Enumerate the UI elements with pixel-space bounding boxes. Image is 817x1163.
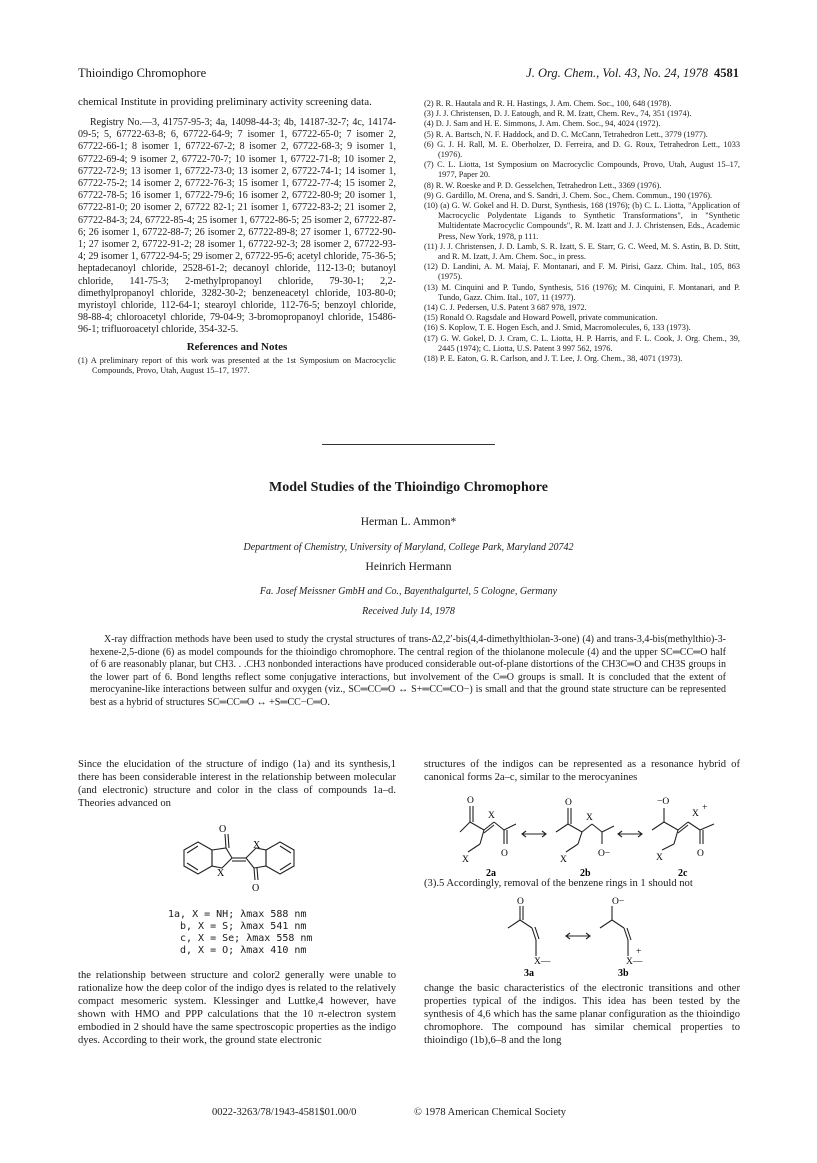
affiliation-2: Fa. Josef Meissner GmbH and Co., Bayenthalgurtel, 5 Cologne, Germany: [259, 586, 558, 597]
reference-item: (15) Ronald O. Ragsdale and Howard Powell, private communication.: [424, 313, 658, 323]
reference-item: (9) G. Gardillo, M. Orena, and S. Sandri, J. Chem. Soc., Chem. Commun., 190 (1976).: [424, 190, 713, 200]
body-right-para2: (3).5 Accordingly, removal of the benzene rings in 1 should not: [424, 878, 693, 889]
running-header-right: [526, 66, 739, 81]
reference-item: (3) J. J. Christensen, D. J. Eatough, and R. M. Izatt, Chem. Rev., 74, 351 (1974).: [424, 109, 692, 119]
indigo-structure: [170, 818, 306, 898]
atom-2b-o-top: O: [565, 798, 572, 808]
page-number: 4581: [714, 66, 739, 80]
scheme-2a-2c: [438, 786, 728, 878]
running-header-left: Thioindigo Chromophore: [78, 66, 207, 80]
formula-line-1a: 1a, X = NH; λmax 588 nm: [168, 909, 307, 920]
label-3b: 3b: [618, 968, 629, 978]
indigo-atom-o-top: O: [219, 824, 227, 835]
atom-3b-plus: +: [636, 947, 642, 957]
reference-1: (1) A preliminary report of this work was presented at the 1st Symposium on Macrocyclic Compounds, Provo, Utah, August 15–17, 1977.: [78, 356, 396, 376]
atom-2c-o-bottom: O: [697, 849, 704, 859]
atom-3a-x: X—: [534, 957, 551, 967]
reference-item: (16) S. Koplow, T. E. Hogen Esch, and J. Smid, Macromolecules, 6, 133 (1973).: [424, 323, 691, 333]
reference-item: (7) C. L. Liotta, 1st Symposium on Macrocyclic Compounds, Provo, Utah, August 15–17, 1977, Paper 20.: [424, 160, 740, 180]
atom-2a-x-lower: X: [462, 855, 469, 865]
body-right-para3: change the basic characteristics of the electronic transitions and other properties typical of the indigos. This idea has been tested by the synthesis of 4,6 which has the same planar configuration as the thioindigo chromophore. The compound has similar chemical properties to thioindigo (1b),6–8 and the long: [424, 983, 740, 1046]
atom-2a-o-top: O: [467, 796, 474, 806]
footer-copyright: © 1978 American Chemical Society: [414, 1107, 567, 1118]
affiliation-1: Department of Chemistry, University of Maryland, College Park, Maryland 20742: [243, 542, 574, 553]
left-top-column: [78, 96, 396, 377]
received-date: Received July 14, 1978: [362, 606, 455, 617]
reference-item: (17) G. W. Gokel, D. J. Cram, C. L. Liotta, H. P. Harris, and F. L. Cook, J. Org. Chem., 39, 2445 (1974); C. Liotta, U.S. Patent 3 997 562, 1976.: [424, 333, 740, 353]
label-2c: 2c: [678, 868, 688, 878]
reference-item: (18) P. E. Eaton, G. R. Carlson, and J. T. Lee, J. Org. Chem., 38, 4071 (1973).: [424, 354, 683, 364]
atom-3a-o: O: [517, 897, 524, 907]
atom-2c-o-minus: −O: [657, 797, 670, 807]
formula-line-1b: b, X = S; λmax 541 nm: [180, 921, 307, 932]
formula-line-1d: d, X = O; λmax 410 nm: [180, 945, 307, 956]
indigo-atom-o-bottom: O: [252, 883, 260, 894]
reference-item: (11) J. J. Christensen, J. D. Lamb, S. R. Izatt, S. E. Starr, G. C. Weed, M. S. Astin, B. D. Stitt, and R. M. Izatt, J. Am. Chem. Soc., in press.: [424, 241, 740, 262]
section-divider: [322, 444, 495, 445]
reference-item: (5) R. A. Bartsch, N. F. Haddock, and D. C. McCann, Tetrahedron Lett., 3779 (1977).: [424, 129, 708, 139]
atom-2c-plus: +: [702, 803, 708, 813]
acknowledgment-text: chemical Institute in providing preliminary activity screening data.: [78, 96, 372, 108]
indigo-atom-x-left: X: [217, 868, 225, 879]
reference-item: (10) (a) G. W. Gokel and H. D. Durst, Synthesis, 168 (1976); (b) C. L. Liotta, "Application of Macrocyclic Polydentate Ligands to Synthetic Transformations", in "Synthetic Multidentate Macrocyclic Compounds", R. M. Izatt and J. J. Christensen, Eds., Academic Press, New York, 1978, p 111.: [424, 201, 740, 241]
reference-item: (4) D. J. Sam and H. E. Simmons, J. Am. Chem. Soc., 94, 4024 (1972).: [424, 119, 661, 129]
abstract: X-ray diffraction methods have been used to study the crystal structures of trans-Δ2,2′-bis(4,4-dimethylthiolan-3-one) (4) and trans-3,4-bis(methylthio)-3-hexene-2,5-dione (6) as model compounds for the thioindigo chromophore. The central region of the thiolanone molecule (4) and the upper SC═CC═O half of 6 are reasonably planar, but CH3. . .CH3 nonbonded interactions have produced considerable out-of-plane distortions of the CH3C═O and CH3S groups in the lower part of 6. Bond lengths reflect some conjugative interactions, but involvement of the C═O groups is small. It is concluded that the extent of merocyanine-like interactions between sulfur and oxygen (viz., SC═CC═O ↔ S+═CC═CO−) is small and that the ground state structure can be represented best as a hybrid of structures SC═CC═O ↔ +S═CC−C═O.: [90, 634, 726, 708]
atom-3b-o-minus: O−: [612, 897, 625, 907]
reference-item: (14) C. J. Pedersen, U.S. Patent 3 687 978, 1972.: [424, 303, 587, 313]
atom-2b-o-minus: O−: [598, 849, 611, 859]
references-list: [424, 99, 740, 364]
author-1: Herman L. Ammon*: [360, 516, 457, 528]
references-heading: References and Notes: [186, 340, 288, 353]
atom-3b-x: X—: [626, 957, 643, 967]
atom-2c-x: X: [692, 809, 699, 819]
article-title: Model Studies of the Thioindigo Chromophore: [269, 480, 548, 495]
label-2a: 2a: [486, 868, 496, 878]
atom-2c-x-lower: X: [656, 853, 663, 863]
reference-item: (2) R. R. Hautala and R. H. Hastings, J. Am. Chem. Soc., 100, 648 (1978).: [424, 99, 672, 108]
body-left-para1: Since the elucidation of the structure of indigo (1a) and its synthesis,1 there has been considerable interest in the relationship between molecular (and electronic) structure and color in the class of compounds 1a–d. Theories advanced on: [78, 759, 396, 809]
reference-item: (8) R. W. Roeske and P. D. Gesselchen, Tetrahedron Lett., 3369 (1976).: [424, 180, 662, 190]
body-right-para1: structures of the indigos can be represented as a resonance hybrid of canonical forms 2a–c, similar to the merocyanines: [424, 759, 740, 783]
atom-2a-x: X: [488, 811, 495, 821]
indigo-substituent-list: [168, 909, 378, 957]
label-3a: 3a: [524, 968, 534, 978]
footer-code: 0022-3263/78/1943-4581$01.00/0: [212, 1107, 357, 1118]
body-left-para2: the relationship between structure and color2 generally were unable to rationalize how the deep color of the indigo dyes is related to the relatively compact mesomeric system. Klessinger and Luttke,4 however, have shown with HMO and PPP calculations that the 10 π-electron system embodied in 2 should have the same spectroscopic properties as the indigo dyes. According to their work, the ground state electronic: [78, 970, 396, 1046]
scheme-3a-3b: [500, 896, 680, 978]
journal-citation: J. Org. Chem., Vol. 43, No. 24, 1978: [526, 66, 708, 80]
atom-2b-x-lower: X: [560, 855, 567, 865]
reference-item: (13) M. Cinquini and P. Tundo, Synthesis, 516 (1976); M. Cinquini, F. Montanari, and P. Tundo, Gazz. Chim. Ital., 107, 11 (1977).: [424, 282, 740, 302]
atom-2b-x: X: [586, 813, 593, 823]
reference-item: (12) D. Landini, A. M. Maiaj, F. Montanari, and F. M. Pirisi, Gazz. Chim. Ital., 105, 863 (1975).: [424, 262, 740, 282]
reference-item: (6) G. J. H. Rall, M. E. Oberholzer, D. Ferreira, and D. G. Roux, Tetrahedron Lett., 1033 (1976).: [424, 139, 740, 160]
label-2b: 2b: [580, 868, 591, 878]
registry-numbers: Registry No.—3, 41757-95-3; 4a, 14098-44-3; 4b, 14187-32-7; 4c, 14174-09-5; 5, 67722-63-8; 6, 67722-64-9; 7 isomer 1, 67722-65-0; 7 isomer 2, 67722-66-1; 8 isomer 1, 67722-67-2; 8 isomer 2, 67722-68-3; 9 isomer 1, 67722-69-4; 9 isomer 2, 67722-70-7; 10 isomer 1, 67722-71-8; 10 isomer 2, 67722-72-9; 13 isomer 1, 67722-73-0; 13 isomer 2, 67722-74-1; 14 isomer 1, 67722-75-2; 14 isomer 2, 67722-76-3; 15 isomer 1, 67722-77-4; 15 isomer 2, 67722-78-5; 16 isomer 1, 67722-79-6; 16 isomer 2, 67722-80-9; 20 isomer 1, 67722-81-0; 20 isomer 2, 67722 82-1; 21 isomer 1, 67722-83-2; 21 isomer 2, 67722-84-3; 24, 67722-85-4; 25 isomer 1, 67722-86-5; 25 isomer 2, 67722-87-6; 26 isomer 1, 67722-88-7; 26 isomer 2, 67722-89-8; 27 isomer 1, 67722-90-1; 27 isomer 2, 67722-91-2; 28 isomer 1, 67722-92-3; 28 isomer 2, 67722-93-4; 29 isomer 1, 67722-94-5; 29 isomer 2, 67722-95-6; acetyl chloride, 75-36-5; heptadecanoyl chloride, 2528-61-2; decanoyl chloride, 112-13-0; butanoyl chloride, 141-75-3; 2-methylpropanoyl chloride, 79-30-1; 2,2-dimethylpropanoyl chloride, 3282-30-2; benzeneacetyl chloride, 103-80-0; myristoyl chloride, 112-64-1; stearoyl chloride, 112-76-5; benzoyl chloride, 98-88-4; chloroacetyl chloride, 79-04-9; 3-bromopropanoyl chloride, 15486-96-1; trifluoroacetyl chloride, 354-32-5.: [78, 117, 396, 336]
indigo-atom-x-right: X: [253, 840, 261, 851]
formula-line-1c: c, X = Se; λmax 558 nm: [180, 933, 313, 944]
author-2: Heinrich Hermann: [365, 561, 452, 573]
atom-2a-o-bottom: O: [501, 849, 508, 859]
